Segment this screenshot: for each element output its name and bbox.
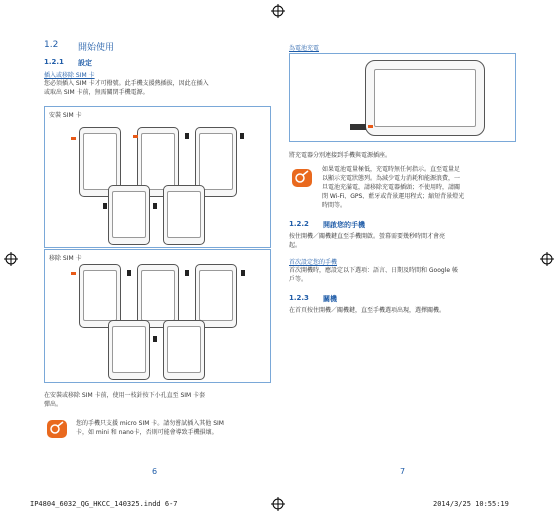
text-line: 起。 — [289, 242, 302, 249]
phone-illustration — [108, 320, 150, 380]
text-line: 戶等。 — [289, 276, 308, 283]
text-line: 時間等。 — [322, 202, 347, 209]
charger-plug — [350, 124, 366, 130]
text-line: 彈出。 — [44, 401, 63, 408]
subsection-title: 設定 — [78, 59, 92, 67]
slug-filename: IP4804_6032_QG_HKCC_140325.indd 6-7 — [30, 500, 178, 508]
charge-paragraph: 將充電器分別連接到手機與電源插座。 — [289, 152, 392, 159]
charge-heading-link[interactable]: 為電池充電 — [289, 45, 320, 52]
phone-illustration — [195, 264, 237, 328]
phone-illustration — [163, 185, 205, 245]
sim-paragraph — [44, 79, 269, 97]
power-off-paragraph: 在首頁按住開機／關機鍵，直至手機選項出現，選擇關機。 — [289, 307, 446, 314]
subsection-number: 1.2.2 — [289, 220, 309, 228]
registration-mark-icon — [271, 4, 285, 18]
phone-illustration — [163, 320, 205, 380]
figure-label: 移除 SIM 卡 — [49, 255, 82, 262]
tip-icon — [47, 420, 67, 438]
subsection-title: 關機 — [323, 295, 337, 303]
install-sim-figure — [44, 106, 271, 248]
text-line: 您必須插入 SIM 卡才可撥號。此手機支援熱插拔，因此在插入 — [44, 80, 209, 87]
page-number: 7 — [400, 467, 406, 476]
remove-sim-figure — [44, 249, 271, 383]
slug-date: 2014/3/25 10:55:19 — [433, 500, 509, 508]
text-line: 首次開機時，應設定以下選項：語言、日期及時間和 Google 帳 — [289, 267, 458, 274]
tip-text — [76, 419, 271, 437]
section-number: 1.2 — [44, 40, 59, 50]
text-line: 如果電池電量極低，充電時無任何指示。直至電量足 — [322, 166, 461, 173]
text-line: 按住開機／關機鍵直至手機開啟。螢幕需要幾秒時間才會亮 — [289, 233, 446, 240]
phone-illustration — [79, 264, 121, 328]
subsection-title: 開啟您的手機 — [323, 221, 365, 229]
registration-mark-icon — [271, 497, 285, 511]
subsection-number: 1.2.1 — [44, 58, 64, 66]
phone-illustration — [108, 185, 150, 245]
figure-label: 安裝 SIM 卡 — [49, 112, 82, 119]
first-setup-paragraph — [289, 266, 515, 284]
text-line: 在安裝或移除 SIM 卡前，使用一枝針按下小孔直至 SIM 卡套 — [44, 392, 206, 399]
subsection-number: 1.2.3 — [289, 294, 309, 302]
remove-paragraph — [44, 391, 269, 409]
sim-heading-link[interactable]: 插入或移除 SIM 卡 — [44, 72, 95, 79]
registration-mark-icon — [4, 252, 18, 266]
tip-text — [322, 165, 518, 210]
text-line: 卡，如 mini 和 nano卡，否則可能會導致手機損壞。 — [76, 429, 218, 436]
phone-illustration — [365, 60, 485, 136]
first-setup-heading-link[interactable]: 首次設定您的手機 — [289, 259, 338, 266]
text-line: 以顯示充電狀態列。為減少電力消耗和能源浪費，一 — [322, 175, 461, 182]
charging-figure — [289, 53, 516, 142]
phone-illustration — [137, 264, 179, 328]
text-line: 您的手機只支援 micro SIM 卡。請勿嘗試插入其他 SIM — [76, 420, 224, 427]
text-line: 或取出 SIM 卡前，無需關閉手機電源。 — [44, 89, 149, 96]
tip-icon — [292, 169, 312, 187]
page-number: 6 — [152, 467, 158, 476]
text-line: 閉 Wi-Fi、GPS、藍牙或背景運用程式；縮短背景燈光 — [322, 193, 465, 200]
text-line: 旦電池充滿電，請移除充電器插頭；不使用時，請關 — [322, 184, 461, 191]
registration-mark-icon — [540, 252, 554, 266]
section-title: 開始使用 — [78, 43, 115, 53]
power-on-paragraph — [289, 232, 515, 250]
